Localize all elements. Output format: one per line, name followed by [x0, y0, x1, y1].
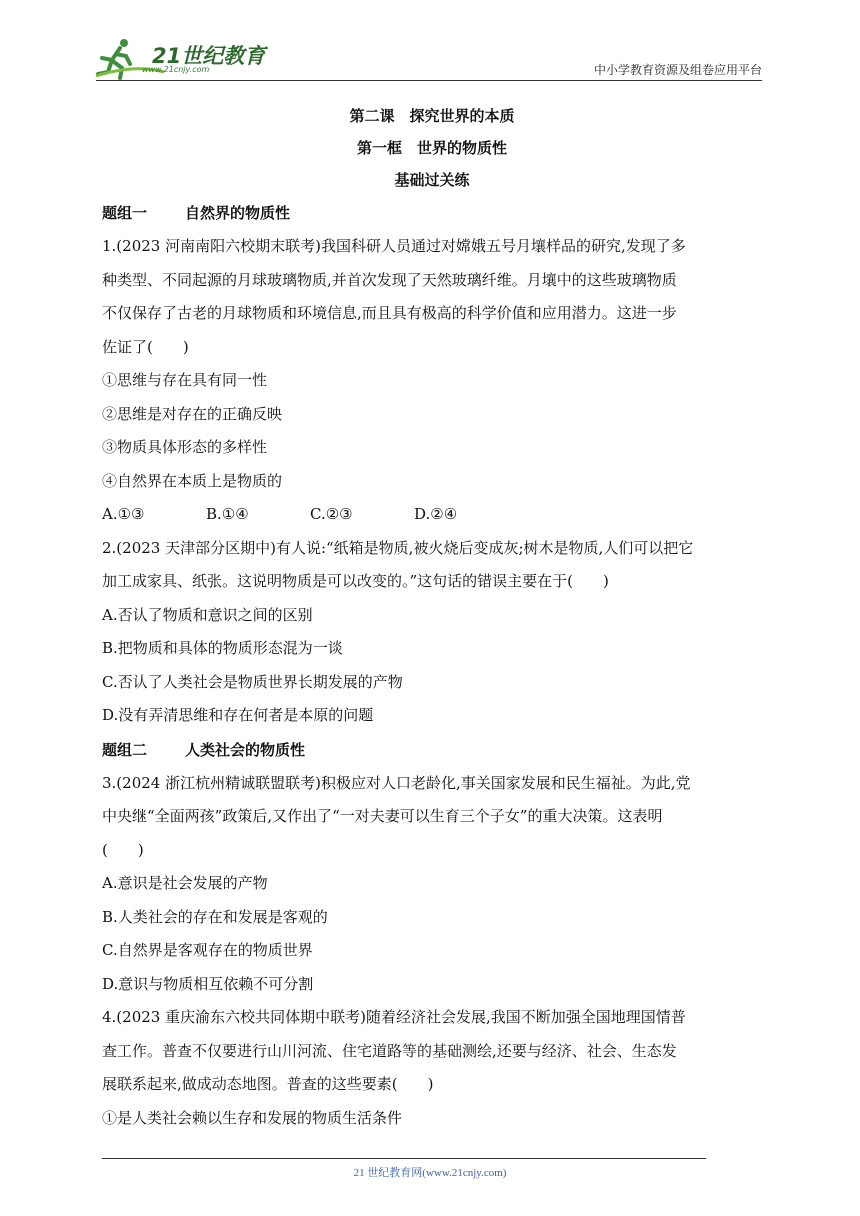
q3-line: 3.(2024 浙江杭州精诚联盟联考)积极应对人口老龄化,事关国家发展和民生福祉。为此,党: [102, 773, 691, 792]
q4-line: 4.(2023 重庆渝东六校共同体期中联考)随着经济社会发展,我国不断加强全国地理国情普: [102, 1008, 686, 1026]
q1-line: 1.(2023 河南南阳六校期末联考)我国科研人员通过对嫦娥五号月壤样品的研究,发现了多: [102, 237, 686, 255]
footer-link[interactable]: 21 世纪教育网(www.21cnjy.com): [353, 1167, 507, 1179]
q3-option-b: B.人类社会的存在和发展是客观的: [102, 907, 328, 926]
question-1: [102, 230, 762, 532]
q3-option-c: C.自然界是客观存在的物质世界: [102, 941, 313, 959]
q2-line: 2.(2023 天津部分区期中)有人说:“纸箱是物质,被火烧后变成灰;树木是物质,人们可以把它: [102, 538, 694, 557]
q3-option-a: A.意识是社会发展的产物: [102, 874, 268, 892]
q1-line: 不仅保存了古老的月球物质和环境信息,而且具有极高的科学价值和应用潜力。这进一步: [102, 304, 677, 322]
group-1-label: 题组一: [102, 204, 148, 222]
group-2-label: 题组二: [102, 740, 148, 759]
q1-option-a: A.①③: [102, 505, 145, 523]
q1-item: ③物质具体形态的多样性: [102, 438, 268, 456]
q4-item: ①是人类社会赖以生存和发展的物质生活条件: [102, 1108, 403, 1127]
logo-text: 21世纪教育: [152, 44, 266, 68]
q2-option-d: D.没有弄清思维和存在何者是本原的问题: [102, 706, 374, 724]
q3-line: ( ): [102, 840, 144, 859]
q2-line: 加工成家具、纸张。这说明物质是可以改变的。”这句话的错误主要在于( ): [102, 572, 609, 590]
q3-line: 中央继“全面两孩”政策后,又作出了“一对夫妻可以生育三个子女”的重大决策。这表明: [102, 807, 663, 825]
group-1-heading: [102, 196, 762, 230]
q1-option-b: B.①④: [206, 505, 249, 523]
q1-line: 种类型、不同起源的月球玻璃物质,并首次发现了天然玻璃纤维。月壤中的这些玻璃物质: [102, 270, 677, 289]
page-header: [0, 0, 860, 90]
q1-option-d: D.②④: [414, 505, 458, 523]
footer-divider: [102, 1158, 706, 1159]
frame-title: 第一框 世界的物质性: [356, 139, 507, 157]
q2-option-a: A.否认了物质和意识之间的区别: [102, 605, 313, 624]
question-2: [102, 532, 762, 733]
q1-line: 佐证了( ): [102, 337, 189, 356]
lesson-title: 第二课 探究世界的本质: [349, 107, 515, 125]
group-2-heading: [102, 733, 762, 767]
group-2-name: 人类社会的物质性: [185, 740, 306, 759]
q1-option-c: C.②③: [310, 505, 353, 523]
platform-name: 中小学教育资源及组卷应用平台: [593, 63, 762, 77]
q2-option-b: B.把物质和具体的物质形态混为一谈: [102, 639, 343, 657]
q2-option-c: C.否认了人类社会是物质世界长期发展的产物: [102, 672, 403, 691]
document-body: [102, 100, 762, 1135]
group-1-name: 自然界的物质性: [185, 204, 291, 222]
q1-options: [102, 498, 762, 532]
question-3: [102, 767, 762, 1002]
question-4: [102, 1001, 762, 1135]
q1-item: ①思维与存在具有同一性: [102, 371, 268, 389]
q4-line: 查工作。普查不仅要进行山川河流、住宅道路等的基础测绘,还要与经济、社会、生态发: [102, 1041, 677, 1060]
q1-item: ②思维是对存在的正确反映: [102, 404, 283, 423]
practice-title: 基础过关练: [394, 171, 470, 189]
q1-item: ④自然界在本质上是物质的: [102, 471, 283, 490]
logo-url: www.21cnjy.com: [142, 65, 210, 74]
q4-line: 展联系起来,做成动态地图。普查的这些要素( ): [102, 1075, 434, 1093]
header-divider: [96, 80, 762, 81]
q3-option-d: D.意识与物质相互依赖不可分割: [102, 974, 314, 993]
